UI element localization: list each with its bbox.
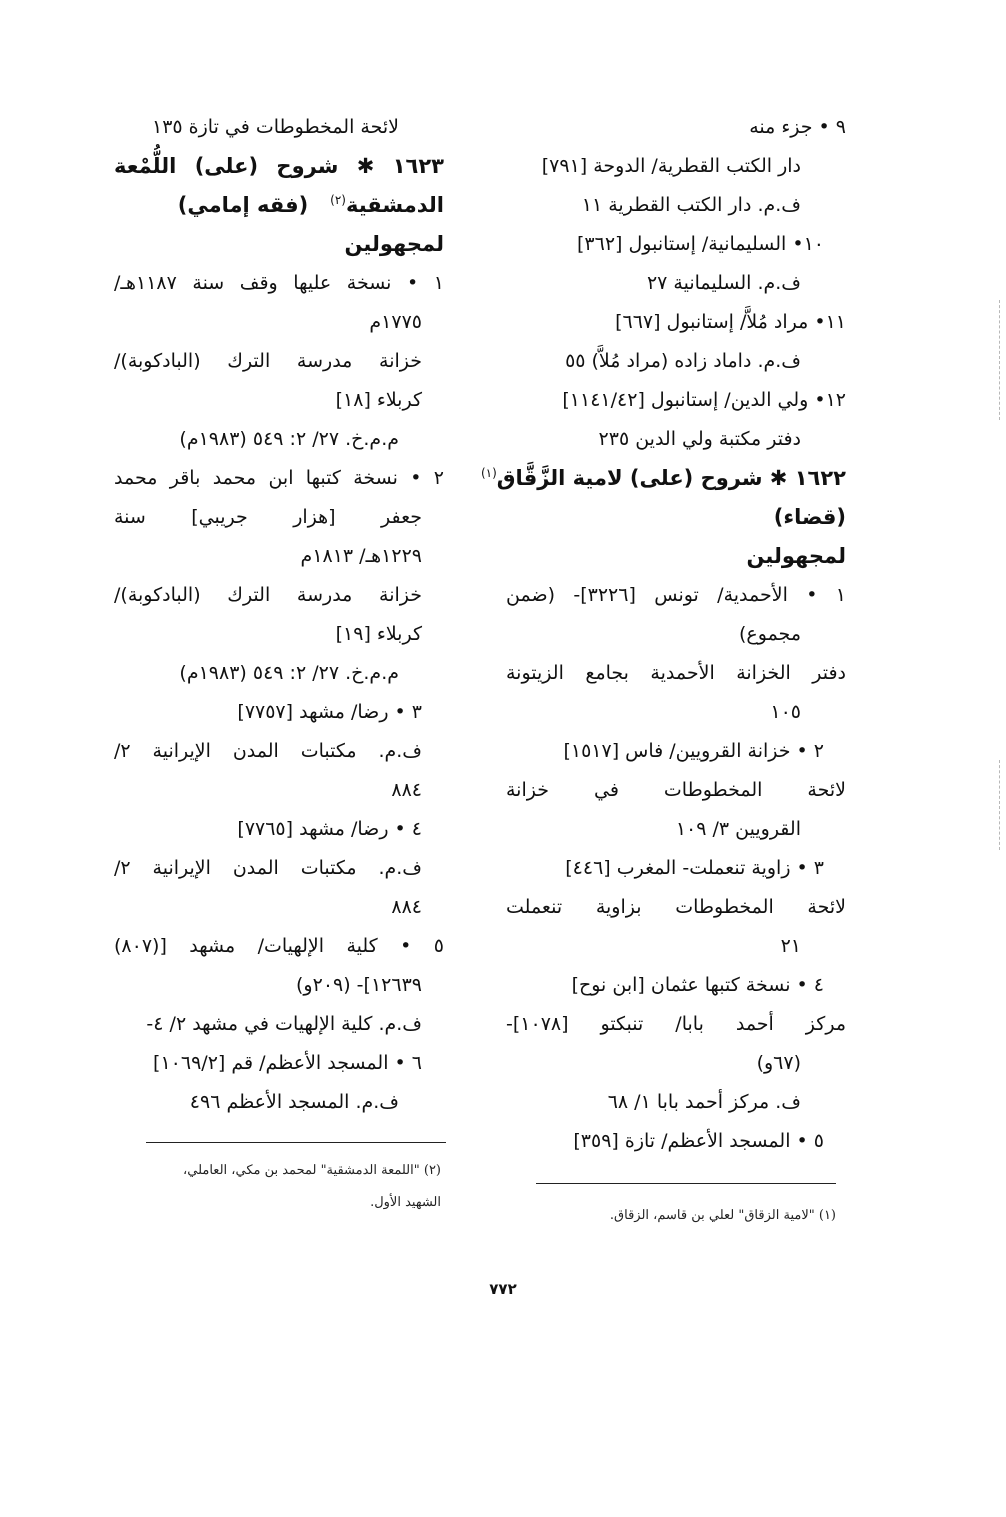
- entry-1622-5: ٥ • المسجد الأعظم/ تازة [٣٥٩]: [573, 1130, 824, 1152]
- entry-10-catalog: ف.م. السليمانية ٢٧: [646, 272, 801, 294]
- entry-10: ١٠• السليمانية/ إستانبول [٣٦٢]: [577, 233, 824, 255]
- entry-1623-5: ٥ • كلية الإلهيات/ مشهد [(٨٠٧): [114, 935, 444, 957]
- subheading-unknown-authors: لمجهولين: [746, 544, 846, 568]
- entry-1623-4-catalog-cont: ٨٨٤: [391, 896, 422, 918]
- heading-1622: [480, 459, 846, 498]
- heading-1623: [114, 147, 444, 186]
- entry-9: ٩ • جزء منه: [749, 116, 846, 138]
- entry-1622-4-location-cont: (٦٧و): [756, 1052, 801, 1074]
- footnote-ref-2: (٢): [330, 193, 346, 207]
- entry-12: ١٢• ولي الدين/ إستانبول [١١٤١/٤٢]: [562, 389, 846, 411]
- entry-1622-1-catalog-cont: ١٠٥: [770, 701, 801, 723]
- heading-1622-number: ١٦٢٢: [794, 466, 846, 490]
- entry-9-location: دار الكتب القطرية/ الدوحة [٧٩١]: [541, 155, 801, 177]
- heading-1623-title-cont: الدمشقية: [345, 193, 444, 217]
- entry-11: ١١• مراد مُلاَّ/ إستانبول [٦٦٧]: [615, 311, 846, 333]
- entry-11-catalog: ف.م. داماد زاده (مراد مُلاَّ) ٥٥: [565, 350, 801, 372]
- entry-1622-3: ٣ • زاوية تنعملت- المغرب [٤٤٦]: [565, 857, 824, 879]
- left-column: [114, 108, 444, 1122]
- footnote-divider-left: [146, 1142, 446, 1143]
- entry-1623-1: ١ • نسخة عليها وقف سنة ١١٨٧هـ/: [114, 272, 444, 294]
- entry-1623-1-location-cont: كربلاء [١٨]: [335, 389, 422, 411]
- entry-1623-1-cont: ١٧٧٥م: [369, 311, 422, 333]
- entry-1623-3-catalog: ف.م. مكتبات المدن الإيرانية ٢/: [114, 740, 422, 762]
- footnote-right: [536, 1200, 836, 1232]
- heading-1623-category: (فقه إمامي): [177, 193, 309, 217]
- entry-1623-2-catalog: م.م.خ. ٢٧/ ٢: ٥٤٩ (١٩٨٣م): [179, 662, 399, 684]
- heading-1623-line2: [114, 186, 444, 225]
- scan-edge-mark: [999, 760, 1000, 850]
- entry-12-catalog: دفتر مكتبة ولي الدين ٢٣٥: [598, 428, 801, 450]
- entry-1622-4-location: مركز أحمد بابا/ تنبكتو [١٠٧٨]-: [506, 1013, 846, 1035]
- entry-1622-2-catalog: لائحة المخطوطات في خزانة: [506, 779, 846, 801]
- footnote-2-text-cont: الشهيد الأول.: [370, 1195, 441, 1210]
- asterisk-icon: ✱: [356, 154, 375, 178]
- entry-1622-2-catalog-cont: القرويين ٣/ ١٠٩: [675, 818, 801, 840]
- entry-1623-5-catalog: ف.م. كلية الإلهيات في مشهد ٢/ ٤-: [146, 1013, 422, 1035]
- entry-9-catalog: ف.م. دار الكتب القطرية ١١: [581, 194, 801, 216]
- entry-1622-3-catalog: لائحة المخطوطات بزاوية تنعملت: [506, 896, 846, 918]
- footnote-divider-right: [536, 1183, 836, 1184]
- entry-1623-3: ٣ • رضا/ مشهد [٧٧٥٧]: [237, 701, 422, 723]
- heading-1623-title: شروح (على) اللُّمْعة: [114, 154, 339, 178]
- entry-1622-1: ١ • الأحمدية/ تونس [٣٢٢٦]- (ضمن: [506, 584, 846, 606]
- entry-1622-4: ٤ • نسخة كتبها عثمان [ابن نوح]: [571, 974, 824, 996]
- entry-1622-2: ٢ • خزانة القرويين/ فاس [١٥١٧]: [563, 740, 824, 762]
- entry-1623-4: ٤ • رضا/ مشهد [٧٧٦٥]: [237, 818, 422, 840]
- scan-edge-mark: [999, 300, 1000, 420]
- heading-1622-category: (قضاء): [773, 505, 846, 529]
- entry-1623-1-catalog: م.م.خ. ٢٧/ ٢: ٥٤٩ (١٩٨٣م): [179, 428, 399, 450]
- entry-1622-4-catalog: ف. مركز أحمد بابا ١/ ٦٨: [607, 1091, 801, 1113]
- heading-1622-title: شروح (على) لامية الزَّقَّاق: [496, 466, 763, 490]
- footnote-ref-1: (١): [480, 466, 497, 480]
- footnote-1-text: (١) "لامية الزقاق" لعلي بن قاسم، الزقاق.: [609, 1208, 836, 1223]
- footnote-left: [106, 1155, 441, 1219]
- asterisk-icon: ✱: [769, 466, 788, 490]
- entry-1623-6: ٦ • المسجد الأعظم/ قم [١٠٦٩/٢]: [153, 1052, 422, 1074]
- entry-1623-2-location: خزانة مدرسة الترك (البادكوبة)/: [114, 584, 422, 606]
- entry-1623-2: ٢ • نسخة كتبها ابن محمد باقر محمد: [114, 467, 444, 489]
- entry-1623-2-cont: جعفر [هزار جريبي] سنة: [114, 506, 422, 528]
- entry-1623-4-catalog: ف.م. مكتبات المدن الإيرانية ٢/: [114, 857, 422, 879]
- entry-1623-3-catalog-cont: ٨٨٤: [391, 779, 422, 801]
- page-number: ٧٧٢: [489, 1280, 517, 1298]
- subheading-unknown-authors: لمجهولين: [344, 232, 444, 256]
- entry-1622-5-catalog: لائحة المخطوطات في تازة ١٣٥: [151, 116, 399, 138]
- right-column: [480, 108, 846, 1161]
- entry-1622-1-catalog: دفتر الخزانة الأحمدية بجامع الزيتونة: [506, 662, 846, 684]
- entry-1623-5-cont: ١٢٦٣٩]- (٢٠٩و): [296, 974, 422, 996]
- entry-1622-3-catalog-cont: ٢١: [780, 935, 801, 957]
- entry-1623-6-catalog: ف.م. المسجد الأعظم ٤٩٦: [189, 1091, 399, 1113]
- entry-1623-2-date: ١٢٢٩هـ/ ١٨١٣م: [300, 545, 422, 567]
- entry-1623-2-location-cont: كربلاء [١٩]: [335, 623, 422, 645]
- entry-1623-1-location: خزانة مدرسة الترك (البادكوبة)/: [114, 350, 422, 372]
- entry-1622-1-cont: مجموع): [739, 623, 801, 645]
- footnote-2-text: (٢) "اللمعة الدمشقية" لمحمد بن مكي، العاملي،: [183, 1163, 441, 1178]
- heading-1623-number: ١٦٢٣: [392, 154, 445, 178]
